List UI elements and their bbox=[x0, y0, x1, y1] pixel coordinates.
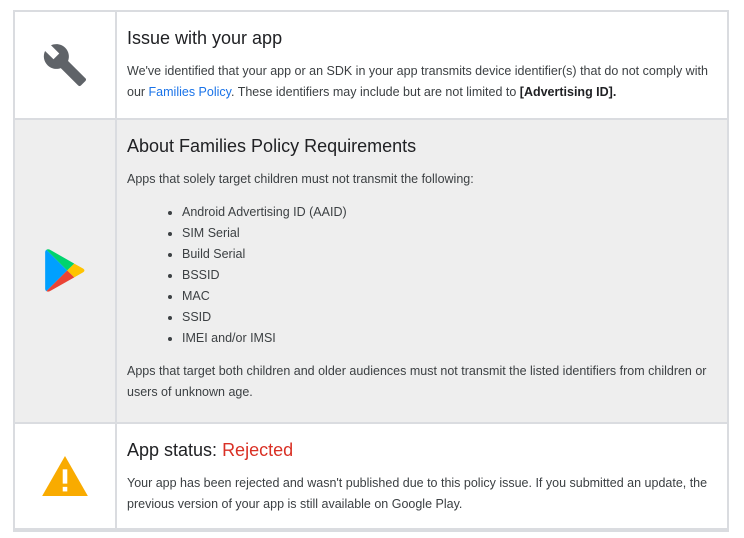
list-item: • IMEI and/or IMSI bbox=[182, 328, 713, 349]
list-item: • Android Advertising ID (AAID) bbox=[182, 202, 713, 223]
requirements-outro: Apps that target both children and older audiences must not transmit the listed identifiers from children or users of unknown age. bbox=[127, 364, 707, 399]
requirements-title: About Families Policy Requirements bbox=[127, 136, 417, 156]
issue-text-part-1: We've identified that your app or an SDK in your app transmits device identifier(s) that do not comply with our bbox=[127, 64, 708, 99]
requirements-intro: Apps that solely target children must not transmit the following: bbox=[127, 172, 474, 186]
status-content bbox=[117, 424, 727, 528]
warning-icon bbox=[42, 456, 88, 496]
issue-text bbox=[127, 61, 713, 103]
requirements-icon-cell bbox=[15, 120, 117, 422]
identifier-list bbox=[127, 202, 713, 349]
status-label: App status: bbox=[127, 440, 223, 460]
list-item: • SIM Serial bbox=[182, 223, 713, 244]
google-play-icon bbox=[43, 247, 87, 295]
list-item: • MAC bbox=[182, 286, 713, 307]
list-item: • SSID bbox=[182, 307, 713, 328]
list-item: • BSSID bbox=[182, 265, 713, 286]
wrench-icon bbox=[42, 42, 88, 88]
requirements-row bbox=[15, 120, 727, 424]
status-text: Your app has been rejected and wasn't published due to this policy issue. If you submitted an update, the previous version of your app is still available on Google Play. bbox=[127, 476, 708, 511]
identifier-value: [Advertising ID]. bbox=[519, 85, 617, 99]
status-value: Rejected bbox=[222, 440, 294, 460]
issue-row bbox=[15, 12, 727, 120]
issue-title: Issue with your app bbox=[127, 28, 283, 48]
families-policy-link[interactable]: Families Policy bbox=[148, 85, 231, 99]
issue-icon-cell bbox=[15, 12, 117, 118]
status-icon-cell bbox=[15, 424, 117, 528]
status-row bbox=[15, 424, 727, 530]
requirements-content bbox=[117, 120, 727, 422]
issue-text-part-2: . These identifiers may include but are not limited to bbox=[230, 85, 520, 99]
status-title bbox=[127, 438, 713, 462]
policy-notice-table bbox=[13, 10, 729, 532]
list-item: • Build Serial bbox=[182, 244, 713, 265]
issue-content bbox=[117, 12, 727, 118]
